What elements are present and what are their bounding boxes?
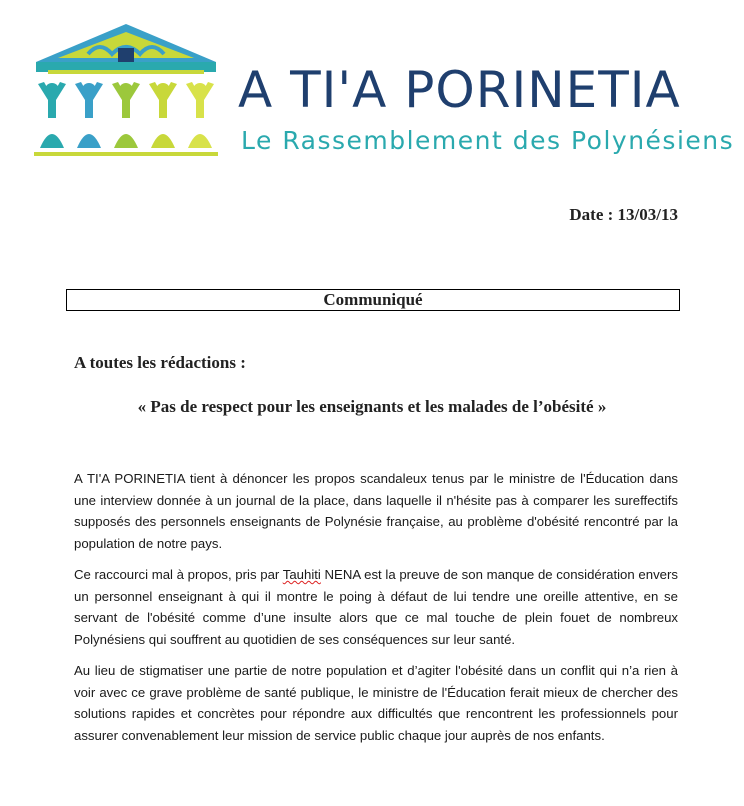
paragraph-1: A TI'A PORINETIA tient à dénoncer les propos scandaleux tenus par le ministre de l'Éducation dans une interview donnée à un journal de la place, dans laquelle il n'hésite pas à comparer les sureffectifs supposés des personnels enseignants de Polynésie française, au problème d'obésité rencontré par la population de notre pays. xyxy=(74,471,678,551)
communique-title: Communiqué xyxy=(323,290,423,309)
party-logo-emblem xyxy=(28,20,224,160)
addressee: A toutes les rédactions : xyxy=(74,353,246,372)
communique-title-box xyxy=(66,289,680,311)
headline: « Pas de respect pour les enseignants et les malades de l’obésité » xyxy=(137,397,607,416)
logo-title: A TI'A PORINETIA xyxy=(238,61,681,119)
paragraph-2-start: Ce raccourci mal à propos, pris par xyxy=(74,567,283,582)
paragraph-2 xyxy=(74,564,678,650)
paragraph-3: Au lieu de stigmatiser une partie de notre population et d’agiter l'obésité dans un conflit qui n’a rien à voir avec ce grave problème de santé publique, le ministre de l'Éducation ferait mieux de chercher des solutions rapides et concrètes pour répondre aux difficultés que rencontrent les professionnels pour assurer convenablement leur mission de service public chaque jour auprès de nos enfants. xyxy=(74,663,678,743)
document-date: Date : 13/03/13 xyxy=(569,205,678,224)
logo-subtitle: Le Rassemblement des Polynésiens xyxy=(241,126,735,155)
spellcheck-flagged-word: Tauhiti xyxy=(282,567,321,582)
paragraph-2-end: NENA est la preuve de son manque de considération envers un personnel enseignant à qui il montre le poing à défaut de lui tendre une oreille attentive, en se servant de l'obésité comme d’une insulte alors que ce mal touche de plein fouet de nombreux Polynésiens qui souffrent au quotidien de ses conséquences sur leur santé. xyxy=(74,567,678,647)
